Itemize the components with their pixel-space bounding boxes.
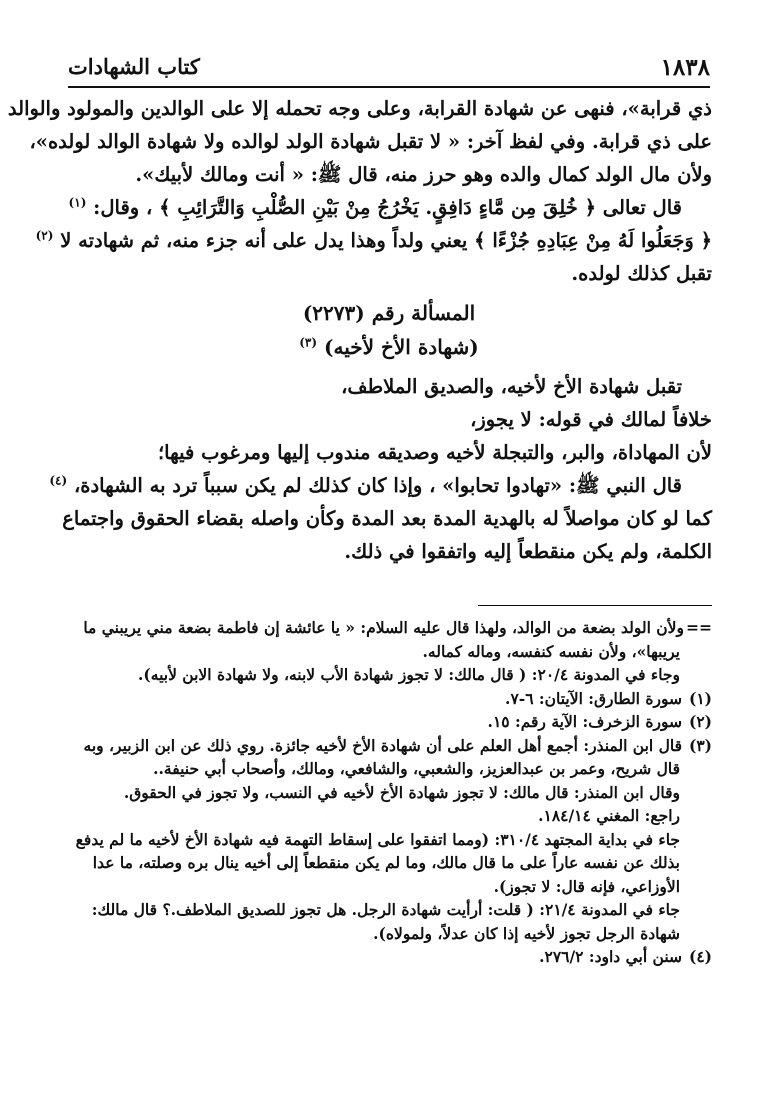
text-line-quran-2 [35, 224, 712, 257]
footnote-4 [66, 945, 712, 969]
footnote-3 [66, 734, 712, 758]
footnote-text: راجع: المغني ١٨٤/١٤. [538, 806, 680, 825]
footnote-text: جاء في بداية المجتهد ٣١٠/٤: (ومما اتفقوا على إسقاط التهمة فيه شهادة الأخ لأخيه ما لم يدفع [75, 829, 680, 849]
text-line: الكلمة، ولم يكن منقطعاً إليه واتفقوا في ذلك. [344, 540, 712, 563]
footnote-number: (١) [688, 688, 712, 708]
footnote-text: سنن أبي داود: ٢٧٦/٢. [539, 947, 682, 966]
text-line: خلافاً لمالك في قوله: لا يجوز، [470, 408, 712, 431]
footnote-1 [66, 687, 712, 711]
text-line: قال تعالى ﴿ خُلِقَ مِن مَّاءٍ دَافِقٍ. يَخْرُجُ مِنْ بَيْنِ الصُّلْبِ وَالتَّرَائِبِ ﴾ ، وقال: [93, 196, 682, 219]
text-line: كما لو كان مواصلاً له بالهدية المدة بعد المدة وكأن واصله بقضاء الحقوق واجتماع [62, 507, 712, 530]
text-line: لأن المهاداة، والبر، والتبجلة لأخيه وصديقه مندوب إليها ومرغوب فيها؛ [157, 441, 712, 464]
footnote-2 [66, 710, 712, 734]
footnote-number: (٢) [688, 712, 712, 731]
footnote-number: (٣) [688, 735, 712, 755]
footnote-ref-4: (٤) [49, 473, 68, 488]
text-line: على ذي قرابة. وفي لفظ آخر: « لا تقبل شهادة الولد لوالده ولا شهادة الوالد لولده»، [29, 130, 712, 153]
footnote-text: وجاء في المدونة ٢٠/٤: ( قال مالك: لا تجوز شهادة الأب لابنه، ولا شهادة الابن لأبيه). [138, 665, 680, 684]
footnote-text: سورة الزخرف: الآية رقم: ١٥. [487, 712, 682, 731]
footnote-text: جاء في المدونة ٢١/٤: ( قلت: أرأيت شهادة الرجل. هل تجوز للصديق الملاطف.؟ قال مالك: [91, 900, 680, 919]
footnote-text: يريبها»، ولأن نفسه كنفسه، وماله كماله. [422, 641, 680, 661]
text-line: تقبل شهادة الأخ لأخيه، والصديق الملاطف، [341, 375, 682, 398]
footnote-ref-2: (٢) [35, 228, 54, 243]
text-line: تقبل كذلك لولده. [571, 262, 712, 285]
text-line-quran-1 [66, 191, 712, 224]
issue-heading: المسألة رقم (٢٢٧٣) [302, 301, 476, 325]
main-text [7, 92, 712, 568]
footnote-text: بذلك عن نفسه عاراً على ما قال مالك، وما لم يكن منقطعاً إلى أخيه ينال بره وصلته، ما عدا [92, 853, 680, 872]
footnotes [66, 616, 712, 969]
continuation-mark: == [686, 618, 712, 637]
footnote-text: وقال ابن المنذر: قال مالك: لا تجوز شهادة الأخ لأخيه في النسب، ولا تجوز في الحقوق. [123, 782, 680, 802]
page-number: ١٨٣٨ [660, 54, 710, 81]
footnote-divider [478, 605, 712, 606]
footnote-continuation-line [66, 616, 712, 640]
footnote-text: شهادة الرجل تجوز لأخيه إذا كان عدلاً، ولمولاه). [373, 923, 680, 943]
text-line: ذي قرابة»، فنهى عن شهادة القرابة، وعلى وجه تحمله إلا على الوالدين والمولود والوالد [7, 97, 712, 120]
text-line: ولأن مال الولد كمال والده وهو حرز منه، قال ﷺ: « أنت ومالك لأبيك». [135, 163, 712, 186]
text-line: قال النبي ﷺ: «تهادوا تحابوا» ، وإذا كان كذلك لم يكن سبباً ترد به الشهادة، [73, 474, 682, 497]
running-header [68, 52, 710, 88]
footnote-text: قال ابن المنذر: أجمع أهل العلم على أن شهادة الأخ لأخيه جائزة. روي ذلك عن ابن الزبير، وبه [83, 735, 682, 755]
text-line-hadith [49, 469, 712, 502]
footnote-text: الأوزاعي، فإنه قال: لا تجوز). [493, 876, 680, 896]
footnote-text: قال شريح، وعمر بن عبدالعزيز، والشعبي، والشافعي، ومالك، وأصحاب أبي حنيفة.. [153, 759, 680, 778]
subheading-text: (شهادة الأخ لأخيه) [324, 335, 479, 359]
text-line: ﴿ وَجَعَلُوا لَهُ مِنْ عِبَادِهِ جُزْءًا ﴾ يعني ولداً وهذا يدل على أنه جزء منه، ثم شهادته لا [60, 229, 712, 252]
footnote-ref-3: (٣) [299, 335, 318, 350]
footnote-ref-1: (١) [68, 195, 87, 210]
issue-subheading [66, 330, 712, 364]
footnote-text: ولأن الولد بضعة من الوالد، ولهذا قال عليه السلام: « يا عائشة إن فاطمة بضعة مني يريبني ما [83, 618, 684, 637]
chapter-title: كتاب الشهادات [68, 54, 200, 79]
footnote-number: (٤) [688, 947, 712, 966]
footnote-text: سورة الطارق: الآيتان: ٦-٧. [505, 688, 682, 708]
